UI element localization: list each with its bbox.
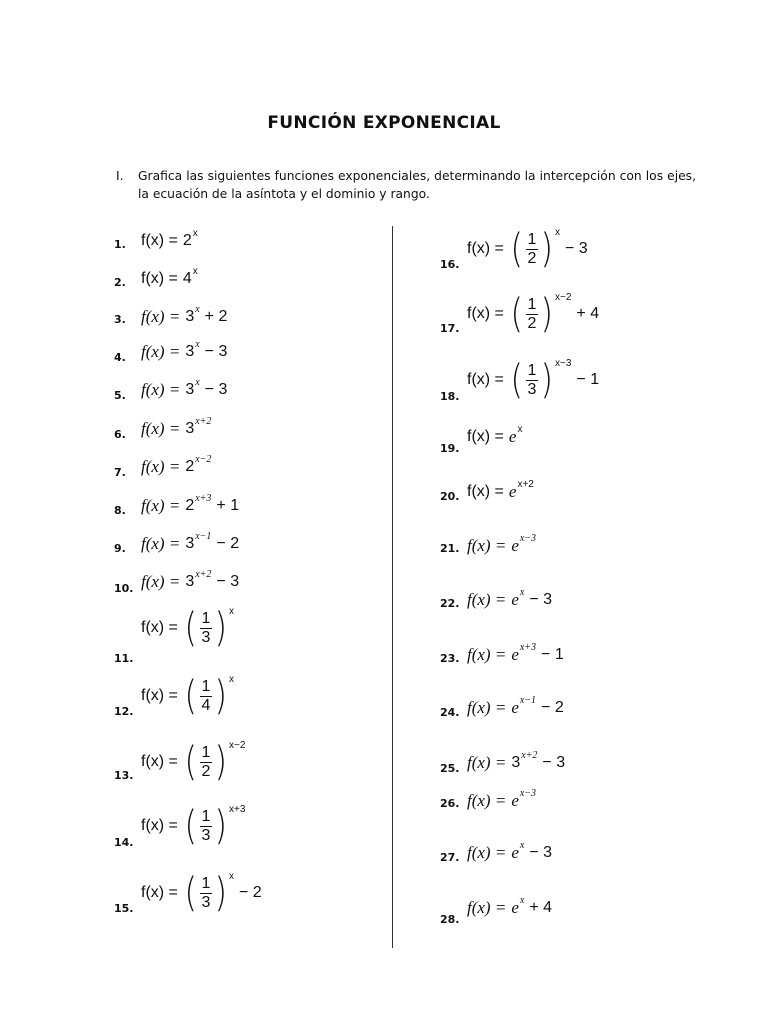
formula-tail: − 3 xyxy=(204,381,228,398)
formula-base: 3 xyxy=(185,535,195,552)
fraction-denominator: 2 xyxy=(527,249,537,267)
exponent: x−2 xyxy=(229,740,246,751)
formula-base: 3 xyxy=(185,420,195,437)
left-paren: ( xyxy=(510,226,523,272)
formula-tail: − 3 xyxy=(216,573,240,590)
formula-lhs: f(x) = xyxy=(467,843,507,862)
formula-lhs: f(x) = xyxy=(141,307,181,326)
formula-lhs: f(x) = xyxy=(141,687,178,704)
fraction-denominator: 3 xyxy=(527,380,537,398)
exercise-number: 18. xyxy=(440,390,460,403)
exercise-number: 11. xyxy=(114,652,134,665)
exponent: x−1 xyxy=(195,530,212,542)
right-paren: ) xyxy=(540,226,554,272)
exercise-number: 7. xyxy=(114,466,126,479)
fraction xyxy=(200,875,213,912)
right-paren: ) xyxy=(540,291,554,337)
exercise-number: 13. xyxy=(114,769,134,782)
exponent: x+2 xyxy=(195,568,212,580)
exponent: x xyxy=(519,894,525,906)
formula-lhs: f(x) = xyxy=(141,534,181,553)
fraction-numerator: 1 xyxy=(527,295,537,313)
exponent: x−2 xyxy=(195,453,212,465)
formula-base: e xyxy=(511,590,519,609)
exercise-formula xyxy=(467,478,534,502)
formula-lhs: f(x) = xyxy=(467,240,504,257)
exercise-formula xyxy=(467,586,552,610)
exercise-formula xyxy=(141,338,228,362)
formula-lhs: f(x) = xyxy=(467,305,504,322)
exponent: x−3 xyxy=(519,532,537,544)
formula-lhs: f(x) = xyxy=(467,371,504,388)
fraction xyxy=(200,744,213,781)
right-paren: ) xyxy=(214,605,228,651)
exercise-formula xyxy=(467,839,552,863)
formula-base: e xyxy=(511,645,519,664)
formula-base: e xyxy=(511,698,519,717)
right-paren: ) xyxy=(540,357,554,403)
exercise-formula xyxy=(141,303,228,327)
fraction-denominator: 3 xyxy=(201,628,211,646)
formula-lhs: f(x) = xyxy=(141,817,178,834)
exercise-number: 22. xyxy=(440,597,460,610)
formula-tail: − 2 xyxy=(239,884,262,901)
fraction-numerator: 1 xyxy=(527,230,537,248)
right-paren: ) xyxy=(214,870,228,916)
exponent: x−1 xyxy=(519,694,537,706)
formula-tail: − 2 xyxy=(216,535,240,552)
fraction xyxy=(200,678,213,715)
left-paren: ( xyxy=(184,803,197,849)
page-title: FUNCIÓN EXPONENCIAL xyxy=(267,113,501,133)
exercise-formula xyxy=(467,291,600,337)
exercise-number: 16. xyxy=(440,258,460,271)
exponent: x+3 xyxy=(519,641,537,653)
formula-lhs: f(x) = xyxy=(141,380,181,399)
formula-lhs: f(x) = xyxy=(467,483,504,500)
exponent: x xyxy=(517,423,523,435)
formula-lhs: f(x) = xyxy=(467,428,504,445)
exercise-formula xyxy=(141,453,212,477)
exercise-formula xyxy=(141,673,235,719)
exercise-formula xyxy=(141,870,262,916)
exponent: x xyxy=(229,674,235,685)
formula-base: 3 xyxy=(185,343,195,360)
exponent: x xyxy=(555,227,561,238)
exercise-number: 28. xyxy=(440,913,460,926)
exercise-number: 9. xyxy=(114,542,126,555)
right-paren: ) xyxy=(214,739,228,785)
exercise-formula xyxy=(467,694,564,718)
exercise-formula xyxy=(141,492,240,516)
formula-tail: + 2 xyxy=(204,308,228,325)
exercise-formula xyxy=(467,423,523,447)
exponent: x xyxy=(229,606,235,617)
exercise-number: 6. xyxy=(114,428,126,441)
exercise-formula xyxy=(467,357,600,403)
formula-lhs: f(x) = xyxy=(467,645,507,664)
exercise-number: 25. xyxy=(440,762,460,775)
formula-tail: − 3 xyxy=(529,591,552,608)
exponent: x xyxy=(229,871,235,882)
formula-lhs: f(x) = xyxy=(467,753,507,772)
formula-lhs: f(x) = xyxy=(141,753,178,770)
fraction xyxy=(200,610,213,647)
exercise-number: 15. xyxy=(114,902,134,915)
formula-lhs: f(x) = xyxy=(467,791,507,810)
formula-lhs: f(x) = xyxy=(141,232,178,249)
exercise-number: 17. xyxy=(440,322,460,335)
exercise-number: 4. xyxy=(114,351,126,364)
instruction-text: Grafica las siguientes funciones exponenciales, determinando la intercepción con los ejes, la ecuación de la asíntota y el dominio y rango. xyxy=(138,169,696,201)
formula-base: 2 xyxy=(185,458,195,475)
exercise-formula xyxy=(467,894,552,918)
fraction-denominator: 3 xyxy=(201,893,211,911)
formula-base: e xyxy=(511,536,519,555)
formula-lhs: f(x) = xyxy=(467,698,507,717)
formula-lhs: f(x) = xyxy=(141,342,181,361)
right-paren: ) xyxy=(214,803,228,849)
fraction-numerator: 1 xyxy=(201,677,211,695)
exercise-number: 10. xyxy=(114,582,134,595)
formula-tail: − 3 xyxy=(565,240,588,257)
formula-base: e xyxy=(508,482,517,501)
fraction xyxy=(526,296,539,333)
formula-tail: − 1 xyxy=(541,646,564,663)
formula-tail: − 2 xyxy=(541,699,564,716)
formula-lhs: f(x) = xyxy=(141,572,181,591)
exercise-formula xyxy=(467,749,566,773)
exercise-number: 21. xyxy=(440,542,460,555)
exercise-formula xyxy=(467,641,564,665)
exercise-number: 12. xyxy=(114,705,134,718)
formula-base: e xyxy=(511,843,519,862)
fraction xyxy=(200,808,213,845)
formula-lhs: f(x) = xyxy=(467,536,507,555)
formula-lhs: f(x) = xyxy=(141,496,181,515)
formula-tail: − 3 xyxy=(529,844,552,861)
exercise-formula xyxy=(141,530,240,554)
exponent: x+3 xyxy=(229,804,246,815)
formula-base: 4 xyxy=(182,270,192,287)
exercise-formula xyxy=(141,227,198,250)
formula-lhs: f(x) = xyxy=(141,457,181,476)
exercise-formula xyxy=(141,265,198,288)
fraction-denominator: 2 xyxy=(527,314,537,332)
fraction-denominator: 4 xyxy=(201,696,211,714)
fraction xyxy=(526,362,539,399)
exercise-formula xyxy=(141,803,246,849)
formula-tail: − 3 xyxy=(204,343,228,360)
exponent: x xyxy=(192,265,198,277)
formula-base: e xyxy=(511,791,519,810)
exercise-formula xyxy=(141,376,228,400)
exponent: x+2 xyxy=(195,415,212,427)
fraction-denominator: 2 xyxy=(201,762,211,780)
formula-tail: + 4 xyxy=(529,899,552,916)
exponent: x xyxy=(192,227,198,239)
exercise-formula xyxy=(141,415,212,439)
right-paren: ) xyxy=(214,673,228,719)
exponent: x−2 xyxy=(555,292,572,303)
exercise-formula xyxy=(141,568,240,592)
left-paren: ( xyxy=(184,605,197,651)
left-paren: ( xyxy=(510,291,523,337)
fraction-numerator: 1 xyxy=(201,743,211,761)
formula-base: 3 xyxy=(511,754,521,771)
formula-lhs: f(x) = xyxy=(141,884,178,901)
formula-base: 3 xyxy=(185,573,195,590)
exponent: x xyxy=(195,338,200,350)
exercise-number: 2. xyxy=(114,276,126,289)
formula-tail: − 1 xyxy=(576,371,600,388)
formula-tail: − 3 xyxy=(542,754,566,771)
exercise-number: 3. xyxy=(114,313,126,326)
formula-base: 2 xyxy=(185,497,195,514)
exercise-formula xyxy=(467,787,537,811)
formula-base: 3 xyxy=(185,308,195,325)
exercise-number: 26. xyxy=(440,797,460,810)
exercise-number: 24. xyxy=(440,706,460,719)
exercise-number: 27. xyxy=(440,851,460,864)
formula-tail: + 1 xyxy=(216,497,240,514)
formula-base: e xyxy=(508,427,517,446)
left-paren: ( xyxy=(184,673,197,719)
formula-base: e xyxy=(511,898,519,917)
exercise-number: 14. xyxy=(114,836,134,849)
exercise-formula xyxy=(141,739,246,785)
exercise-number: 19. xyxy=(440,442,460,455)
formula-base: 3 xyxy=(185,381,195,398)
exponent: x+2 xyxy=(517,478,534,490)
exercise-number: 23. xyxy=(440,652,460,665)
left-paren: ( xyxy=(184,870,197,916)
exponent: x−3 xyxy=(555,358,572,369)
exercise-number: 20. xyxy=(440,490,460,503)
left-paren: ( xyxy=(184,739,197,785)
fraction xyxy=(526,231,539,268)
formula-lhs: f(x) = xyxy=(141,419,181,438)
exponent: x xyxy=(195,376,200,388)
instruction-number: I. xyxy=(116,169,124,183)
exponent: x+3 xyxy=(195,492,212,504)
formula-lhs: f(x) = xyxy=(467,898,507,917)
fraction-numerator: 1 xyxy=(201,609,211,627)
formula-lhs: f(x) = xyxy=(467,590,507,609)
exercise-number: 8. xyxy=(114,504,126,517)
exercise-formula xyxy=(141,605,235,651)
fraction-numerator: 1 xyxy=(527,361,537,379)
fraction-denominator: 3 xyxy=(201,826,211,844)
exponent: x xyxy=(195,303,200,315)
exercise-number: 5. xyxy=(114,389,126,402)
exponent: x+2 xyxy=(521,749,538,761)
column-divider xyxy=(392,226,393,948)
fraction-numerator: 1 xyxy=(201,874,211,892)
formula-lhs: f(x) = xyxy=(141,619,178,636)
exponent: x xyxy=(519,839,525,851)
left-paren: ( xyxy=(510,357,523,403)
exercise-formula xyxy=(467,532,537,556)
exercise-number: 1. xyxy=(114,238,126,251)
formula-base: 2 xyxy=(182,232,192,249)
exercise-formula xyxy=(467,226,588,272)
formula-tail: + 4 xyxy=(576,305,600,322)
exponent: x xyxy=(519,586,525,598)
formula-lhs: f(x) = xyxy=(141,270,178,287)
fraction-numerator: 1 xyxy=(201,807,211,825)
exponent: x−3 xyxy=(519,787,537,799)
instruction xyxy=(116,167,696,203)
